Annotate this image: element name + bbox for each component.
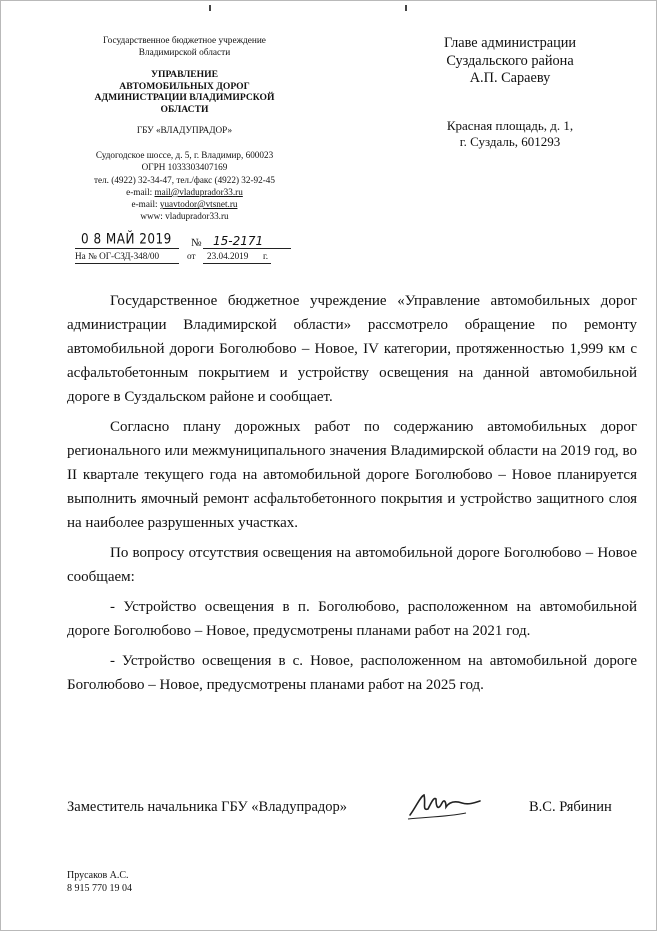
executor-block <box>67 869 132 895</box>
punch-mark <box>405 5 407 11</box>
body-paragraph: - Устройство освещения в п. Боголюбово, расположенном на автомобильной дороге Боголюбово – Новое, предусмотрены планами работ на 2021 год. <box>67 599 637 639</box>
signatory-title: Заместитель начальника ГБУ «Владупрадор» <box>67 799 348 815</box>
body-paragraph: Государственное бюджетное учреждение «Управление автомобильных дорог администрации Владимирской области» рассмотрело обращение по ремонту автомобильной дороги Боголюбово – Новое, IV категории, протяженностью 1,999 км с асфальтобетонным покрытием и устройству освещения на данной автомобильной дороге в Суздальском районе и сообщает. <box>67 293 637 405</box>
reference-date: 23.04.2019 <box>207 251 249 261</box>
sender-org-line: Государственное бюджетное учреждение <box>103 36 266 46</box>
executor-name: Прусаков А.С. <box>67 870 129 881</box>
recipient-block <box>401 35 619 88</box>
letter-body <box>67 289 637 703</box>
sender-email-1: e-mail: mail@vladuprador33.ru <box>126 186 243 197</box>
sender-address: Судогодское шоссе, д. 5, г. Владимир, 600023 <box>95 150 274 160</box>
recipient-address-line: г. Суздаль, 601293 <box>459 134 561 149</box>
from-label: от <box>187 251 196 261</box>
handwritten-signature <box>406 789 486 823</box>
recipient-line: А.П. Сараеву <box>469 70 551 86</box>
body-paragraph: По вопросу отсутствия освещения на автомобильной дороге Боголюбово – Новое сообщаем: <box>67 545 637 585</box>
recipient-line: Главе администрации <box>443 35 577 51</box>
sender-phones: тел. (4922) 32-34-47, тел./факс (4922) 32-92-45 <box>94 174 275 185</box>
body-paragraph: Согласно плану дорожных работ по содержанию автомобильных дорог регионального или межмуниципального значения Владимирской области на 2019 год, во II квартале текущего года на автомобильной дороге Боголюбово – Новое планируется выполнить ямочный ремонт асфальтобетонного покрытия и устройство защитного слоя на наиболее разрушенных участках. <box>67 419 637 531</box>
sender-dept-line: ОБЛАСТИ <box>160 103 209 115</box>
number-label: № <box>191 237 202 249</box>
recipient-address-line: Красная площадь, д. 1, <box>446 118 574 133</box>
year-suffix: г. <box>263 251 269 261</box>
ref-date-underline <box>203 263 271 264</box>
body-paragraph: - Устройство освещения в с. Новое, расположенном на автомобильной дороге Боголюбово – Новое, предусмотрены планами работ на 2025 год. <box>67 653 637 693</box>
sender-dept-line: АВТОМОБИЛЬНЫХ ДОРОГ <box>119 80 250 92</box>
signatory-name: В.С. Рябинин <box>529 799 612 815</box>
date-underline <box>75 248 179 249</box>
reference-number: На № ОГ-СЗД-348/00 <box>75 251 160 261</box>
executor-phone: 8 915 770 19 04 <box>67 883 132 894</box>
number-underline <box>203 248 291 249</box>
sender-ogrn: ОГРН 1033303407169 <box>141 162 228 173</box>
punch-mark <box>209 5 211 11</box>
recipient-address <box>401 118 619 150</box>
email-link[interactable]: yuavtodor@vtsnet.ru <box>159 199 238 210</box>
sender-letterhead <box>63 35 306 223</box>
outgoing-number-handwritten: 15-2171 <box>213 234 264 248</box>
sender-dept-line: АДМИНИСТРАЦИИ ВЛАДИМИРСКОЙ <box>94 92 275 103</box>
ref-underline <box>75 263 179 264</box>
sender-short-name: ГБУ «ВЛАДУПРАДОР» <box>136 125 233 135</box>
sender-email-2: e-mail: yuavtodor@vtsnet.ru <box>131 199 238 210</box>
outgoing-date-handwritten: 0 8 МАЙ 2019 <box>81 230 172 248</box>
recipient-line: Суздальского района <box>446 52 574 69</box>
sender-website: www: vladuprador33.ru <box>140 211 229 222</box>
sender-dept-line: УПРАВЛЕНИЕ <box>151 69 218 80</box>
email-link[interactable]: mail@vladuprador33.ru <box>154 186 243 197</box>
sender-org-line: Владимирской области <box>138 48 231 58</box>
